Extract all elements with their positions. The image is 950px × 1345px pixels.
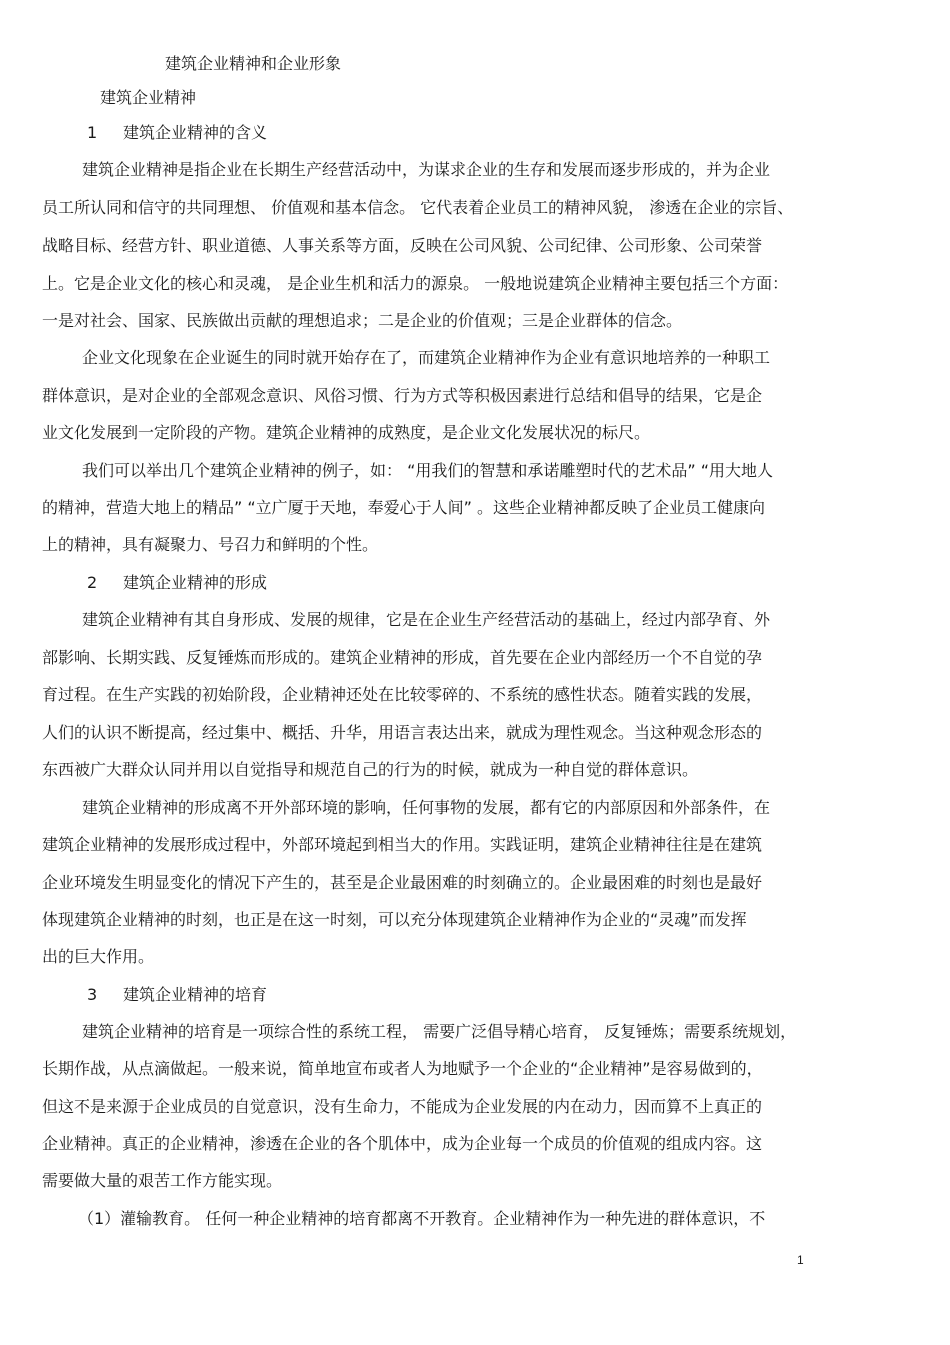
paragraph-line: 体现建筑企业精神的时刻，也正是在这一时刻，可以充分体现建筑企业精神作为企业的“灵魂”而发挥 <box>42 910 747 929</box>
paragraph-line: 建筑企业精神是指企业在长期生产经营活动中，为谋求企业的生存和发展而逐步形成的，并为企业 <box>82 160 771 179</box>
document-title: 建筑企业精神和企业形象 <box>165 54 342 73</box>
section-heading-text: 建筑企业精神的含义 <box>123 123 268 142</box>
paragraph-line: 需要做大量的艰苦工作方能实现。 <box>42 1171 283 1190</box>
paragraph-line: 战略目标、经营方针、职业道德、人事关系等方面，反映在公司风貌、公司纪律、公司形象、公司荣誉 <box>42 236 763 255</box>
paragraph-line: 人们的认识不断提高，经过集中、概括、升华，用语言表达出来，就成为理性观念。当这种观念形态的 <box>42 723 763 742</box>
paragraph-line: 但这不是来源于企业成员的自觉意识，没有生命力，不能成为企业发展的内在动力，因而算不上真正的 <box>42 1097 763 1116</box>
paragraph-line: 业文化发展到一定阶段的产物。建筑企业精神的成熟度，是企业文化发展状况的标尺。 <box>42 423 651 442</box>
section-heading-2 <box>87 572 267 594</box>
section-number: 3 <box>87 985 98 1004</box>
document-subtitle: 建筑企业精神 <box>100 88 197 107</box>
paragraph-line: （1）灌输教育。 任何一种企业精神的培育都离不开教育。企业精神作为一种先进的群体意识，不 <box>78 1209 766 1228</box>
paragraph-line: 企业文化现象在企业诞生的同时就开始存在了，而建筑企业精神作为企业有意识地培养的一种职工 <box>82 348 771 367</box>
section-heading-3 <box>87 984 267 1006</box>
paragraph-line: 企业环境发生明显变化的情况下产生的，甚至是企业最困难的时刻确立的。企业最困难的时刻也是最好 <box>42 873 763 892</box>
paragraph-line: 群体意识，是对企业的全部观念意识、风俗习惯、行为方式等积极因素进行总结和倡导的结果，它是企 <box>42 386 763 405</box>
page-number: 1 <box>797 1253 804 1267</box>
paragraph-line: 部影响、长期实践、反复锤炼而形成的。建筑企业精神的形成，首先要在企业内部经历一个不自觉的孕 <box>42 648 763 667</box>
paragraph-line: 上。它是企业文化的核心和灵魂， 是企业生机和活力的源泉。 一般地说建筑企业精神主要包括三个方面： <box>42 274 789 293</box>
paragraph-line: 出的巨大作用。 <box>42 947 155 966</box>
paragraph-line: 东西被广大群众认同并用以自觉指导和规范自己的行为的时候，就成为一种自觉的群体意识。 <box>42 760 699 779</box>
paragraph-line: 建筑企业精神的形成离不开外部环境的影响，任何事物的发展，都有它的内部原因和外部条件，在 <box>82 798 771 817</box>
section-number: 1 <box>87 123 98 142</box>
paragraph-line: 长期作战，从点滴做起。一般来说，简单地宣布或者人为地赋予一个企业的“企业精神”是容易做到的， <box>42 1059 763 1078</box>
paragraph-line: 育过程。在生产实践的初始阶段，企业精神还处在比较零碎的、不系统的感性状态。随着实践的发展， <box>42 685 763 704</box>
section-heading-text: 建筑企业精神的形成 <box>123 573 268 592</box>
paragraph-line: 上的精神，具有凝聚力、号召力和鲜明的个性。 <box>42 535 379 554</box>
paragraph-line: 建筑企业精神的培育是一项综合性的系统工程， 需要广泛倡导精心培育， 反复锤炼；需要系统规划， <box>82 1022 797 1041</box>
section-heading-text: 建筑企业精神的培育 <box>123 985 268 1004</box>
paragraph-line: 一是对社会、国家、民族做出贡献的理想追求；二是企业的价值观；三是企业群体的信念。 <box>42 311 683 330</box>
paragraph-line: 建筑企业精神的发展形成过程中，外部环境起到相当大的作用。实践证明，建筑企业精神往往是在建筑 <box>42 835 763 854</box>
paragraph-line: 员工所认同和信守的共同理想、 价值观和基本信念。 它代表着企业员工的精神风貌， 渗透在企业的宗旨、 <box>42 198 794 217</box>
paragraph-line: 建筑企业精神有其自身形成、发展的规律，它是在企业生产经营活动的基础上，经过内部孕育、外 <box>82 610 771 629</box>
section-heading-1 <box>87 122 267 144</box>
section-number: 2 <box>87 573 98 592</box>
paragraph-line: 的精神，营造大地上的精品” “立广厦于天地，奉爱心于人间” 。这些企业精神都反映了企业员工健康向 <box>42 498 766 517</box>
paragraph-line: 企业精神。真正的企业精神，渗透在企业的各个肌体中，成为企业每一个成员的价值观的组成内容。这 <box>42 1134 763 1153</box>
paragraph-line: 我们可以举出几个建筑企业精神的例子，如： “用我们的智慧和承诺雕塑时代的艺术品” “用大地人 <box>82 461 774 480</box>
